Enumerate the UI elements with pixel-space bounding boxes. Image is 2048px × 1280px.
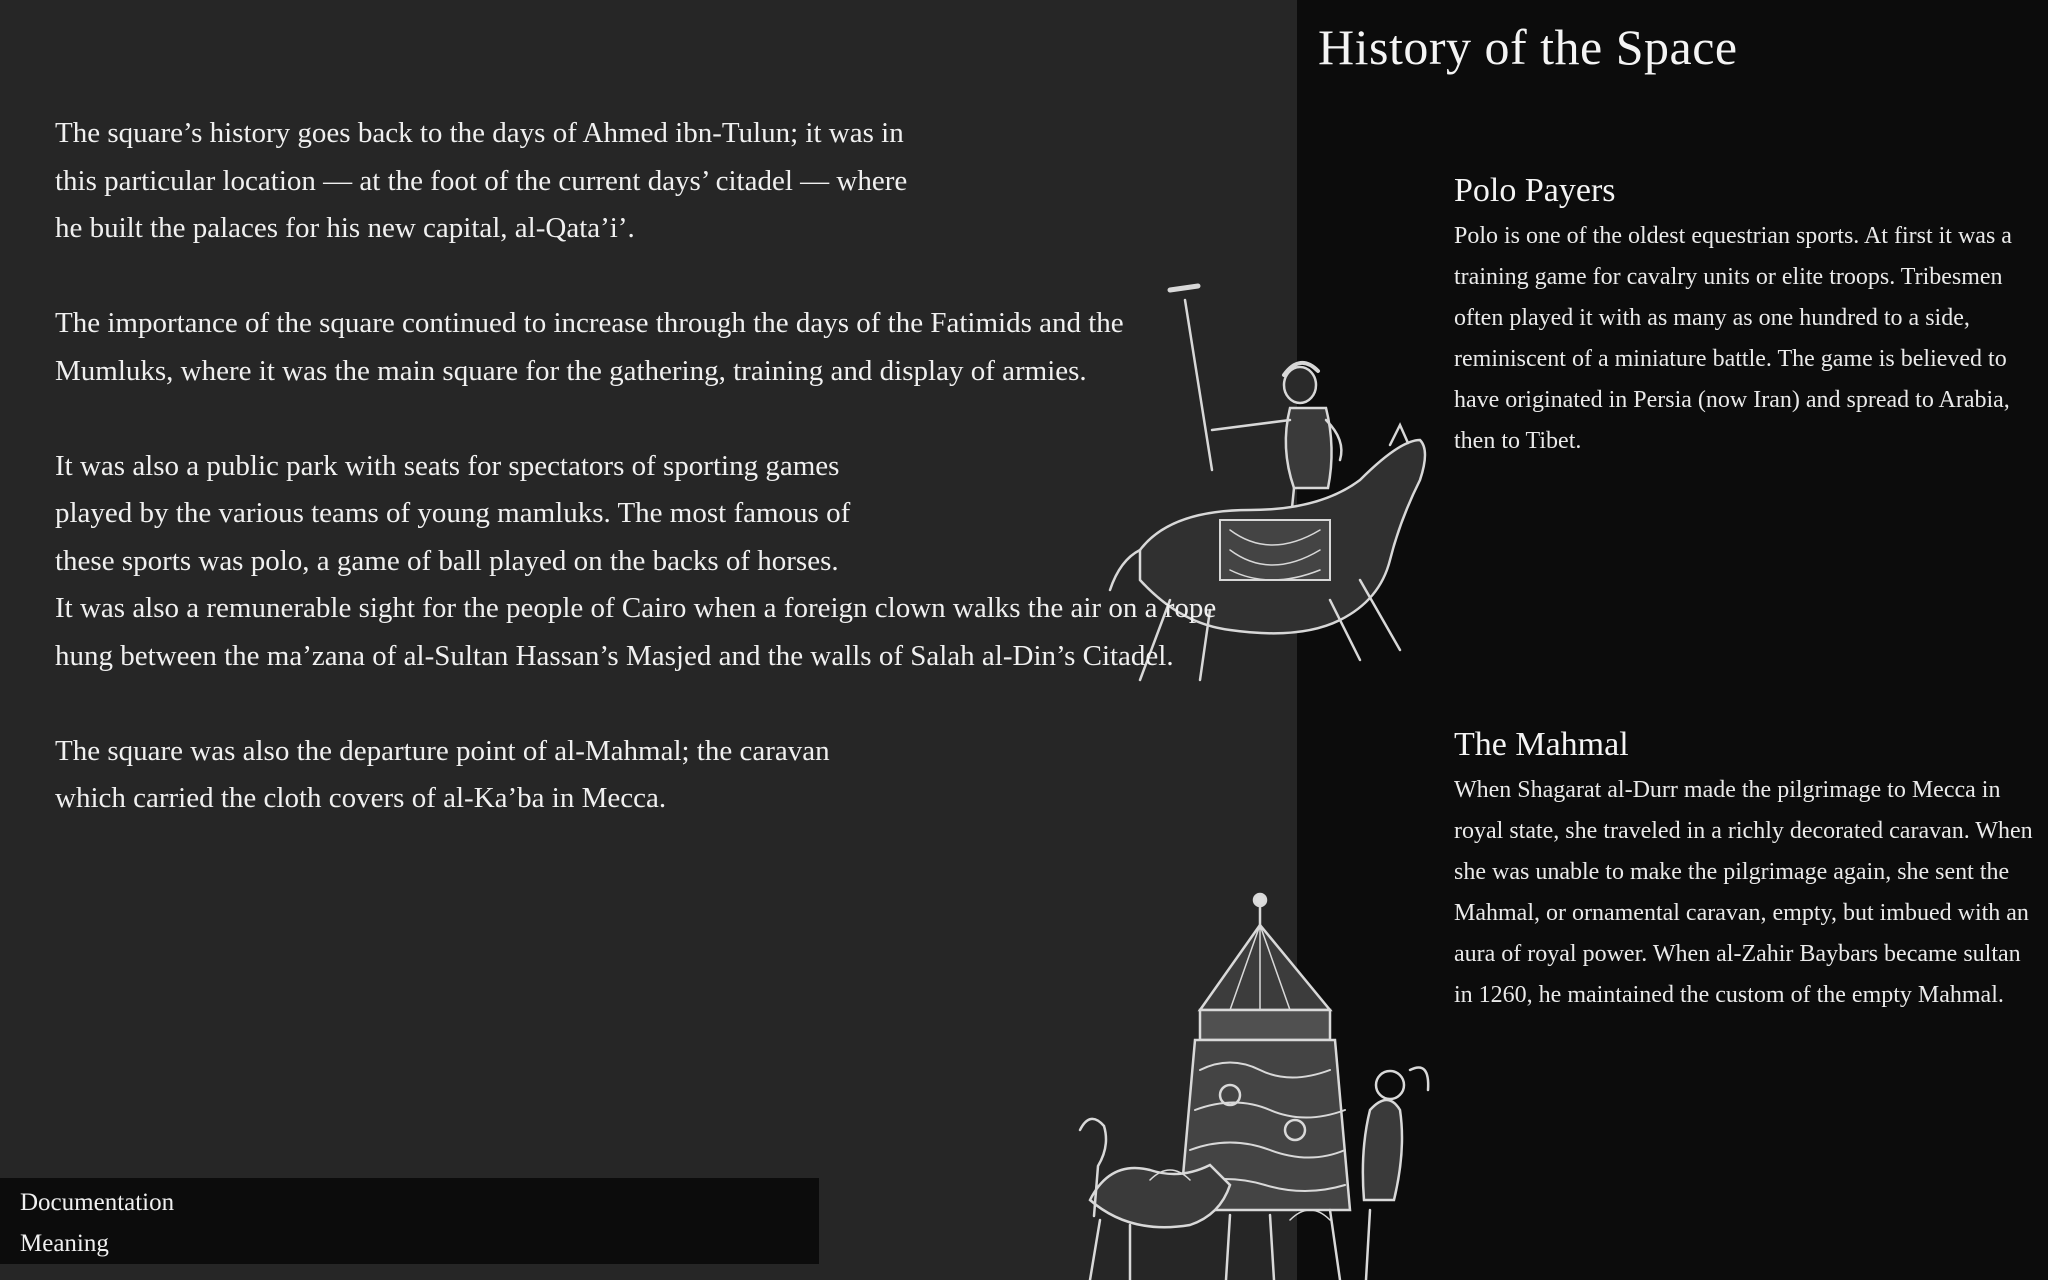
history-paragraph-polo: It was also a public park with seats for spectators of sporting games played by the various teams of young mamluks. The most famous of these sports was polo, a game of ball played on the backs of horses. xyxy=(55,449,851,577)
polo-players-body: Polo is one of the oldest equestrian sports. At first it was a training game for cavalry units or elite troops. Tribesmen often played it with as many as one hundred to a side, reminiscent of a miniature battle. The game is believed to have originated in Persia (now Iran) and spread to Arabia, then to Tibet. xyxy=(1454,223,2012,454)
mahmal-caravan-illustration xyxy=(1030,880,1460,1280)
polo-players-heading: Polo Payers xyxy=(1454,172,1616,209)
nav-item-documentation[interactable]: Documentation xyxy=(20,1189,175,1216)
main-history-text xyxy=(55,110,1255,870)
mahmal-section xyxy=(1454,726,2034,1016)
page-title: History of the Space xyxy=(1318,19,1738,75)
bottom-nav xyxy=(0,1178,819,1264)
mahmal-heading: The Mahmal xyxy=(1454,726,1629,763)
history-paragraph-tulun: The square’s history goes back to the days of Ahmed ibn-Tulun; it was in this particular location — at the foot of the current days’ citadel — where he built the palaces for his new capital, al-Qata’i’. xyxy=(55,117,908,244)
mahmal-body: When Shagarat al-Durr made the pilgrimage to Mecca in royal state, she traveled in a richly decorated caravan. When she was unable to make the pilgrimage again, she sent the Mahmal, or ornamental caravan, empty, but imbued with an aura of royal power. When al-Zahir Baybars became sultan in 1260, he maintained the custom of the empty Mahmal. xyxy=(1454,777,2033,1008)
history-paragraph-mahmal: The square was also the departure point of al-Mahmal; the caravan which carried the cloth covers of al-Ka’ba in Mecca. xyxy=(55,734,830,814)
history-paragraph-fatimids: The importance of the square continued to increase through the days of the Fatimids and the Mumluks, where it was the main square for the gathering, training and display of armies. xyxy=(55,307,1124,387)
history-paragraph-clown: It was also a remunerable sight for the people of Cairo when a foreign clown walks the air on a rope hung between the ma’zana of al-Sultan Hassan’s Masjed and the walls of Salah al-Din’s Citadel. xyxy=(55,592,1217,672)
nav-item-meaning[interactable]: Meaning xyxy=(20,1230,109,1257)
polo-players-section xyxy=(1454,172,2034,462)
